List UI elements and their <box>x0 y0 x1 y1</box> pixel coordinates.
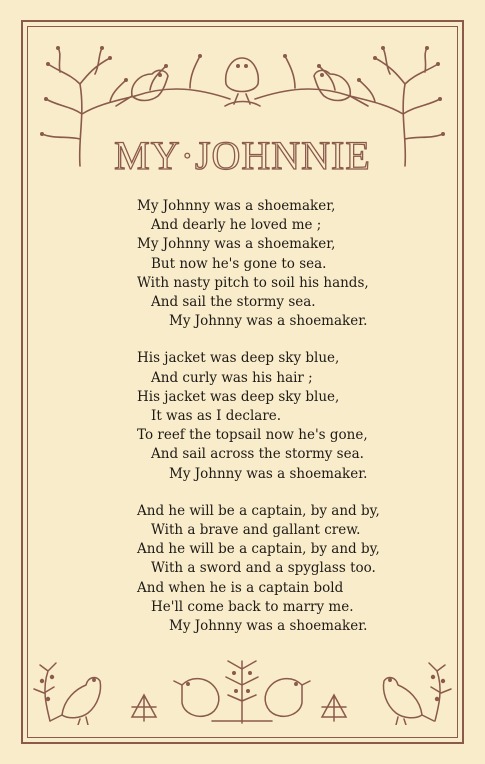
poem-title: MY·JOHNNIE <box>114 133 371 178</box>
poem-line: And he will be a captain, by and by, <box>137 541 380 558</box>
poem-line: His jacket was deep sky blue, <box>137 388 340 405</box>
poem-refrain: My Johnny was a shoemaker. <box>169 313 368 330</box>
poem-line: It was as I declare. <box>151 408 282 425</box>
poem-line: And he will be a captain, by and by, <box>137 502 380 519</box>
poem-line: And sail across the stormy sea. <box>151 446 364 463</box>
poem-line: He'll come back to marry me. <box>151 598 354 615</box>
poem-line: His jacket was deep sky blue, <box>137 350 340 367</box>
poem-line: And curly was his hair ; <box>151 369 313 386</box>
poem-line: With nasty pitch to soil his hands, <box>137 274 369 291</box>
footer-birds-holly-illustration <box>32 655 453 725</box>
poem-body <box>137 197 437 654</box>
poem-line: To reef the topsail now he's gone, <box>137 427 368 444</box>
poem-line: But now he's gone to sea. <box>151 255 327 272</box>
poem-refrain: My Johnny was a shoemaker. <box>169 465 368 482</box>
poem-line: My Johnny was a shoemaker, <box>137 198 336 214</box>
poem-line: My Johnny was a shoemaker, <box>137 236 336 253</box>
poem-line: With a sword and a spyglass too. <box>151 560 376 577</box>
poem-line: And dearly he loved me ; <box>151 217 322 234</box>
stanza <box>137 502 437 636</box>
poem-line: And sail the stormy sea. <box>151 294 316 311</box>
stanza <box>137 197 437 331</box>
poem-refrain: My Johnny was a shoemaker. <box>169 618 368 635</box>
stanza <box>137 349 437 483</box>
poem-line: With a brave and gallant crew. <box>151 522 361 539</box>
poem-line: And when he is a captain bold <box>137 579 344 596</box>
